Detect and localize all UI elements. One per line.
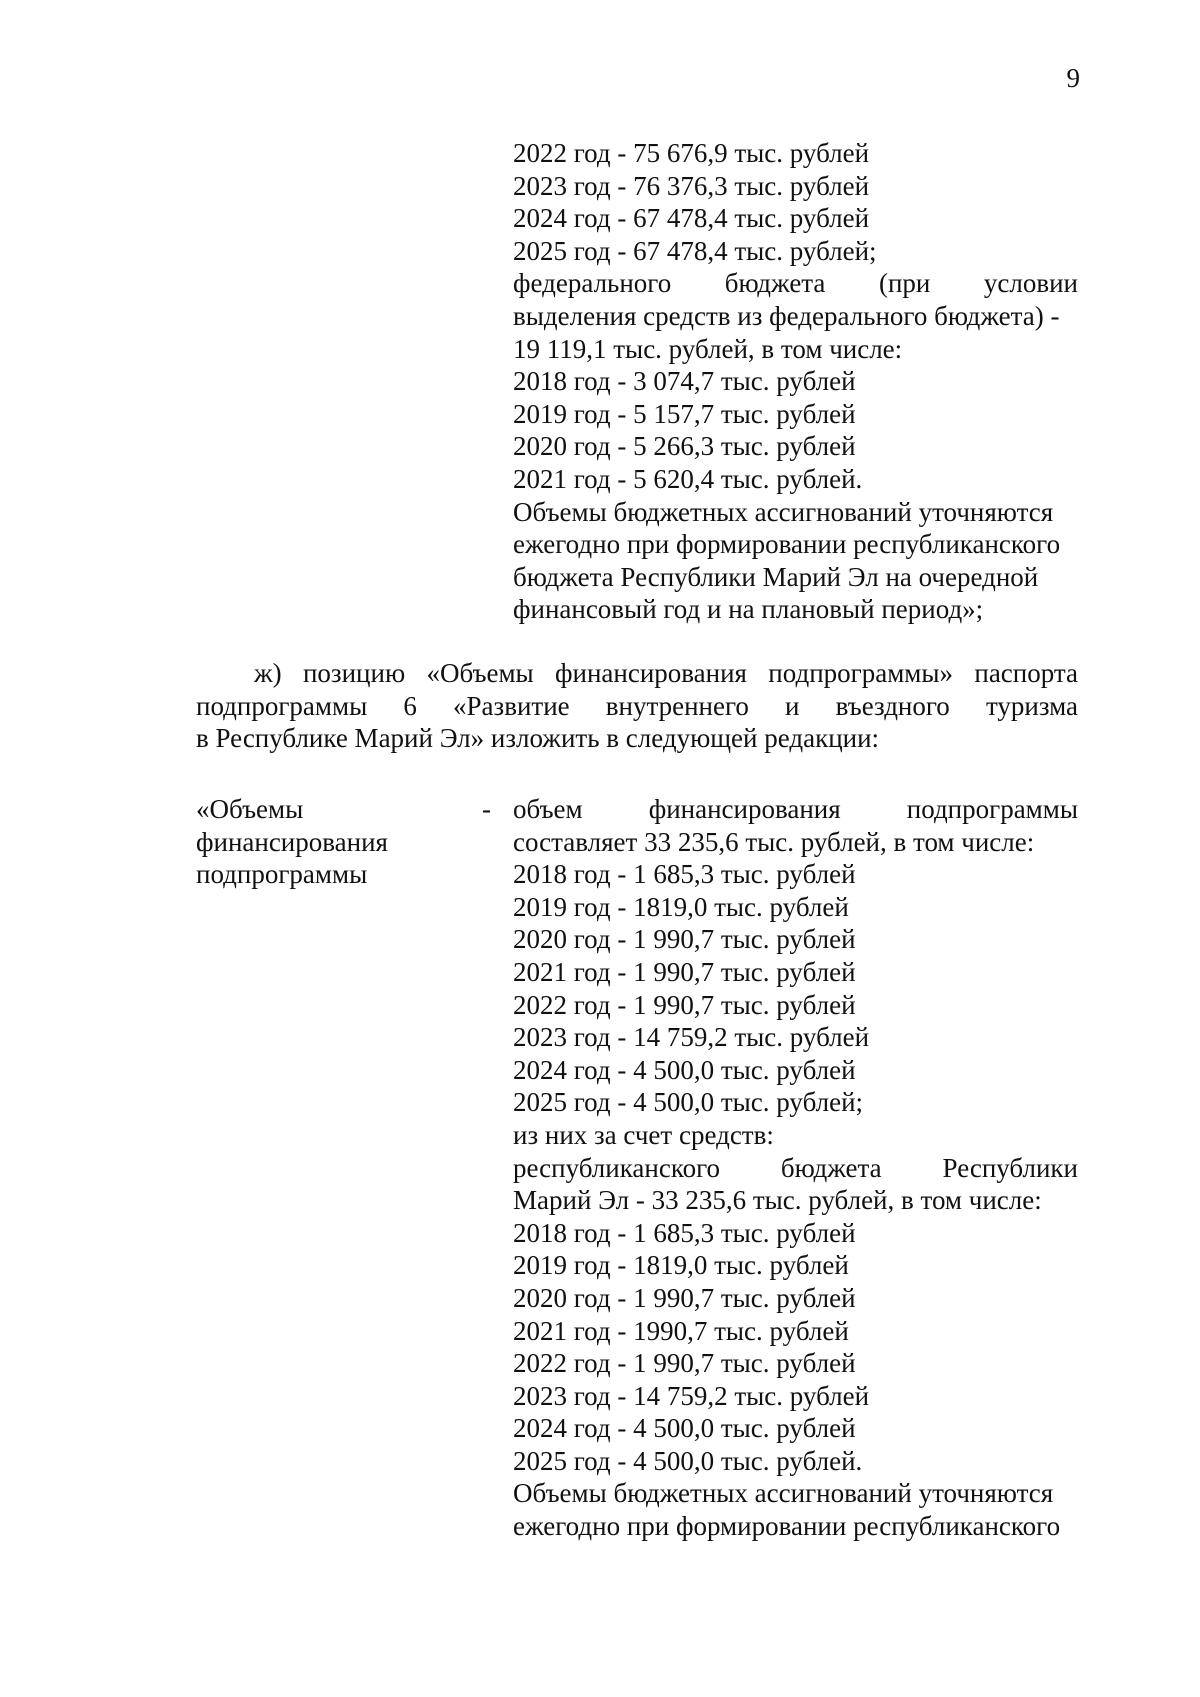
year-line: 2024 год - 4 500,0 тыс. рублей	[513, 1054, 856, 1085]
note-line: Объемы бюджетных ассигнований уточняются	[513, 496, 1054, 527]
page-number: 9	[1066, 63, 1080, 93]
note-line: бюджета Республики Марий Эл на очередной	[513, 561, 1039, 592]
note-line: ежегодно при формировании республиканского	[513, 529, 1061, 560]
note-line: Объемы бюджетных ассигнований уточняются	[513, 1478, 1054, 1509]
year-line: 2018 год - 1 685,3 тыс. рублей	[513, 1217, 856, 1248]
year-line: 2022 год - 1 990,7 тыс. рублей	[513, 1348, 856, 1379]
year-line: 2024 год - 67 478,4 тыс. рублей	[513, 203, 870, 234]
passport-label	[196, 793, 466, 891]
republic-budget-line: республиканского бюджета Республики	[513, 1152, 1078, 1183]
amendment-paragraph	[196, 657, 1078, 755]
year-line: 2018 год - 1 685,3 тыс. рублей	[513, 859, 856, 890]
republic-total-line: Марий Эл - 33 235,6 тыс. рублей, в том числе:	[513, 1185, 1042, 1216]
year-line: 2020 год - 1 990,7 тыс. рублей	[513, 924, 856, 955]
note-line: финансовый год и на плановый период»;	[513, 594, 984, 625]
year-line: 2019 год - 1819,0 тыс. рублей	[513, 1250, 849, 1281]
federal-budget-total: 19 119,1 тыс. рублей, в том числе:	[513, 333, 903, 364]
year-line: 2021 год - 5 620,4 тыс. рублей.	[513, 463, 863, 494]
note-line: ежегодно при формировании республиканского	[513, 1511, 1061, 1542]
year-line: 2019 год - 1819,0 тыс. рублей	[513, 891, 849, 922]
paragraph-line: подпрограммы 6 «Развитие внутреннего и въездного туризма	[196, 690, 1078, 721]
year-line: 2018 год - 3 074,7 тыс. рублей	[513, 366, 856, 397]
source-intro-line: из них за счет средств:	[513, 1119, 774, 1150]
year-line: 2020 год - 5 266,3 тыс. рублей	[513, 431, 856, 462]
year-line: 2025 год - 4 500,0 тыс. рублей;	[513, 1087, 864, 1118]
year-line: 2025 год - 4 500,0 тыс. рублей.	[513, 1445, 863, 1476]
label-line: финансирования	[196, 826, 388, 857]
federal-budget-text: выделения средств из федерального бюджета) -	[513, 300, 1060, 331]
year-line: 2021 год - 1 990,7 тыс. рублей	[513, 956, 856, 987]
year-line: 2020 год - 1 990,7 тыс. рублей	[513, 1282, 856, 1313]
financing-volume-line: объем финансирования подпрограммы	[513, 794, 1078, 824]
year-line: 2022 год - 1 990,7 тыс. рублей	[513, 989, 856, 1020]
label-line: подпрограммы	[196, 859, 368, 890]
year-line: 2023 год - 14 759,2 тыс. рублей	[513, 1380, 870, 1411]
federal-budget-line: федерального бюджета (при условии	[513, 268, 1078, 299]
year-line: 2025 год - 67 478,4 тыс. рублей;	[513, 235, 877, 266]
year-line: 2021 год - 1990,7 тыс. рублей	[513, 1315, 849, 1346]
year-line: 2023 год - 76 376,3 тыс. рублей	[513, 170, 870, 201]
paragraph-line: в Республике Марий Эл» изложить в следующей редакции:	[196, 723, 880, 754]
label-line: «Объемы	[196, 794, 304, 824]
year-line: 2023 год - 14 759,2 тыс. рублей	[513, 1022, 870, 1053]
passport-value	[513, 793, 1078, 1543]
year-line: 2019 год - 5 157,7 тыс. рублей	[513, 398, 856, 429]
financing-continuation-block	[513, 137, 1078, 626]
label-dash: -	[482, 794, 491, 824]
year-line: 2024 год - 4 500,0 тыс. рублей	[513, 1413, 856, 1444]
paragraph-line: ж) позицию «Объемы финансирования подпрограммы» паспорта	[254, 658, 1078, 688]
year-line: 2022 год - 75 676,9 тыс. рублей	[513, 138, 870, 168]
total-line: составляет 33 235,6 тыс. рублей, в том числе:	[513, 826, 1035, 857]
